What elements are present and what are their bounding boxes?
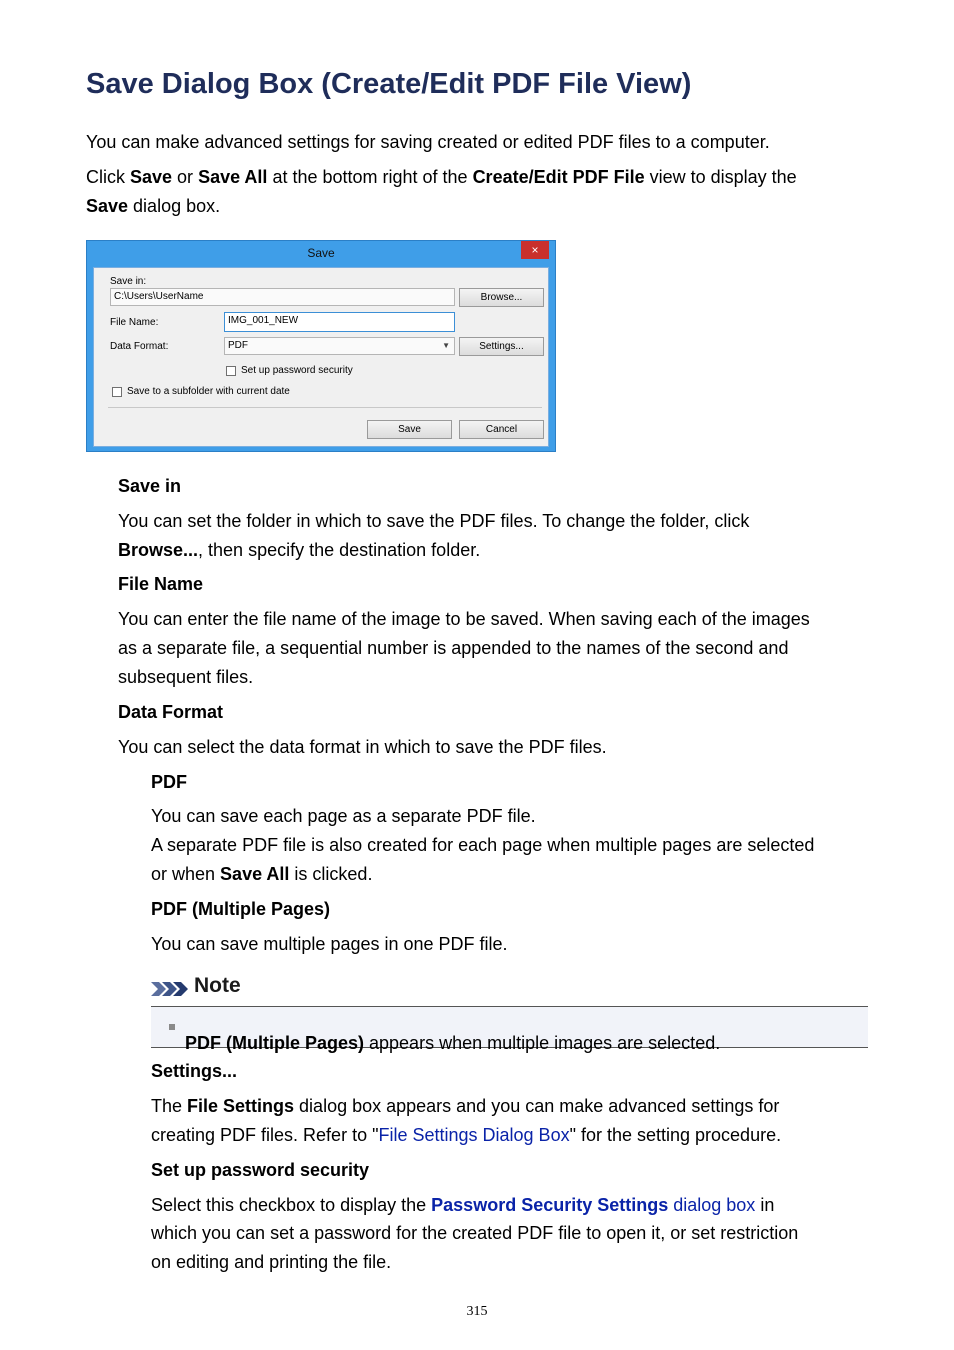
text: , then specify the destination folder.	[198, 540, 481, 560]
bold-file-settings: File Settings	[187, 1096, 295, 1116]
text: view to display the	[644, 167, 797, 187]
password-settings-link[interactable]: Password Security Settings	[431, 1195, 669, 1215]
subfolder-checkbox[interactable]	[112, 387, 122, 397]
text: Click	[86, 167, 130, 187]
intro-line-1	[86, 128, 770, 157]
bold-save: Save	[130, 167, 173, 187]
subfolder-checkbox-label: Save to a subfolder with current date	[127, 386, 290, 397]
password-checkbox[interactable]	[226, 366, 236, 376]
save-in-field[interactable]: C:\Users\UserName	[110, 288, 455, 306]
dialog-title: Save	[307, 246, 335, 260]
bold-save-all: Save All	[220, 864, 290, 884]
password-line-2: which you can set a password for the created PDF file to open it, or set restriction	[151, 1223, 799, 1243]
dialog-body	[93, 267, 549, 447]
file-name-input[interactable]: IMG_001_NEW	[224, 312, 455, 332]
bold-browse: Browse...	[118, 540, 199, 560]
text: dialog box.	[128, 196, 221, 216]
text: creating PDF files. Refer to "	[151, 1125, 379, 1145]
file-name-heading: File Name	[118, 574, 204, 594]
note-text	[185, 1029, 720, 1058]
bullet-icon	[169, 1024, 175, 1030]
pdf-heading: PDF	[151, 772, 187, 792]
password-line-1	[151, 1191, 774, 1220]
text: " for the setting procedure.	[569, 1125, 782, 1145]
text: or	[172, 167, 199, 187]
settings-button[interactable]: Settings...	[459, 337, 544, 356]
note-box	[151, 1006, 868, 1053]
settings-line-1	[151, 1092, 779, 1121]
password-heading: Set up password security	[151, 1160, 370, 1180]
save-in-heading: Save in	[118, 476, 182, 496]
page-number: 315	[466, 1304, 488, 1319]
password-line-3: on editing and printing the file.	[151, 1252, 392, 1272]
data-format-heading: Data Format	[118, 702, 224, 722]
save-button[interactable]: Save	[367, 420, 452, 439]
save-dialog	[86, 240, 556, 452]
note-arrows-icon	[151, 981, 189, 997]
cancel-button[interactable]: Cancel	[459, 420, 544, 439]
text: Select this checkbox to display the	[151, 1195, 432, 1215]
text: in	[755, 1195, 775, 1215]
bold-view-name: Create/Edit PDF File	[472, 167, 645, 187]
text: is clicked.	[289, 864, 373, 884]
note-label: Note	[194, 974, 241, 997]
file-name-line-2: as a separate file, a sequential number is appended to the names of the second and	[118, 638, 789, 658]
password-checkbox-label: Set up password security	[241, 365, 353, 376]
close-icon[interactable]: ×	[521, 241, 549, 259]
chevron-down-icon: ▼	[442, 341, 450, 350]
data-format-line-1: You can select the data format in which to save the PDF files.	[118, 737, 607, 757]
bold-save: Save	[86, 196, 129, 216]
pdf-multi-line-1: You can save multiple pages in one PDF file.	[151, 934, 508, 954]
text: appears when multiple images are selected.	[364, 1033, 721, 1053]
text: You can set the folder in which to save the PDF files. To change the folder, click	[118, 511, 750, 531]
intro-line-3	[86, 192, 220, 221]
file-name-line-1: You can enter the file name of the image to be saved. When saving each of the images	[118, 609, 810, 629]
data-format-label: Data Format:	[110, 341, 169, 352]
pdf-line-2: A separate PDF file is also created for each page when multiple pages are selected	[151, 835, 815, 855]
bold-save-all: Save All	[198, 167, 268, 187]
data-format-value: PDF	[228, 340, 248, 351]
intro-text: You can make advanced settings for saving created or edited PDF files to a computer.	[86, 132, 770, 152]
save-in-line-2	[118, 536, 480, 565]
pdf-line-3	[151, 860, 372, 889]
text: at the bottom right of the	[267, 167, 473, 187]
file-settings-link[interactable]: File Settings Dialog Box	[378, 1125, 570, 1145]
text: dialog box appears and you can make advanced settings for	[294, 1096, 780, 1116]
settings-line-2	[151, 1121, 781, 1150]
settings-heading: Settings...	[151, 1061, 238, 1081]
file-name-label: File Name:	[110, 317, 159, 328]
text: or when	[151, 864, 221, 884]
browse-button[interactable]: Browse...	[459, 288, 544, 307]
dialog-box-link[interactable]: dialog box	[668, 1195, 756, 1215]
pdf-multi-heading: PDF (Multiple Pages)	[151, 899, 331, 919]
save-in-line-1	[118, 507, 749, 536]
file-name-line-3: subsequent files.	[118, 667, 254, 687]
bold-pdf-multi: PDF (Multiple Pages)	[185, 1033, 365, 1053]
text: The	[151, 1096, 188, 1116]
page-title: Save Dialog Box (Create/Edit PDF File View)	[86, 68, 692, 100]
intro-line-2	[86, 163, 797, 192]
save-in-label: Save in:	[110, 276, 147, 287]
data-format-select[interactable]	[224, 337, 455, 355]
dialog-divider	[108, 407, 542, 408]
pdf-line-1: You can save each page as a separate PDF file.	[151, 806, 536, 826]
